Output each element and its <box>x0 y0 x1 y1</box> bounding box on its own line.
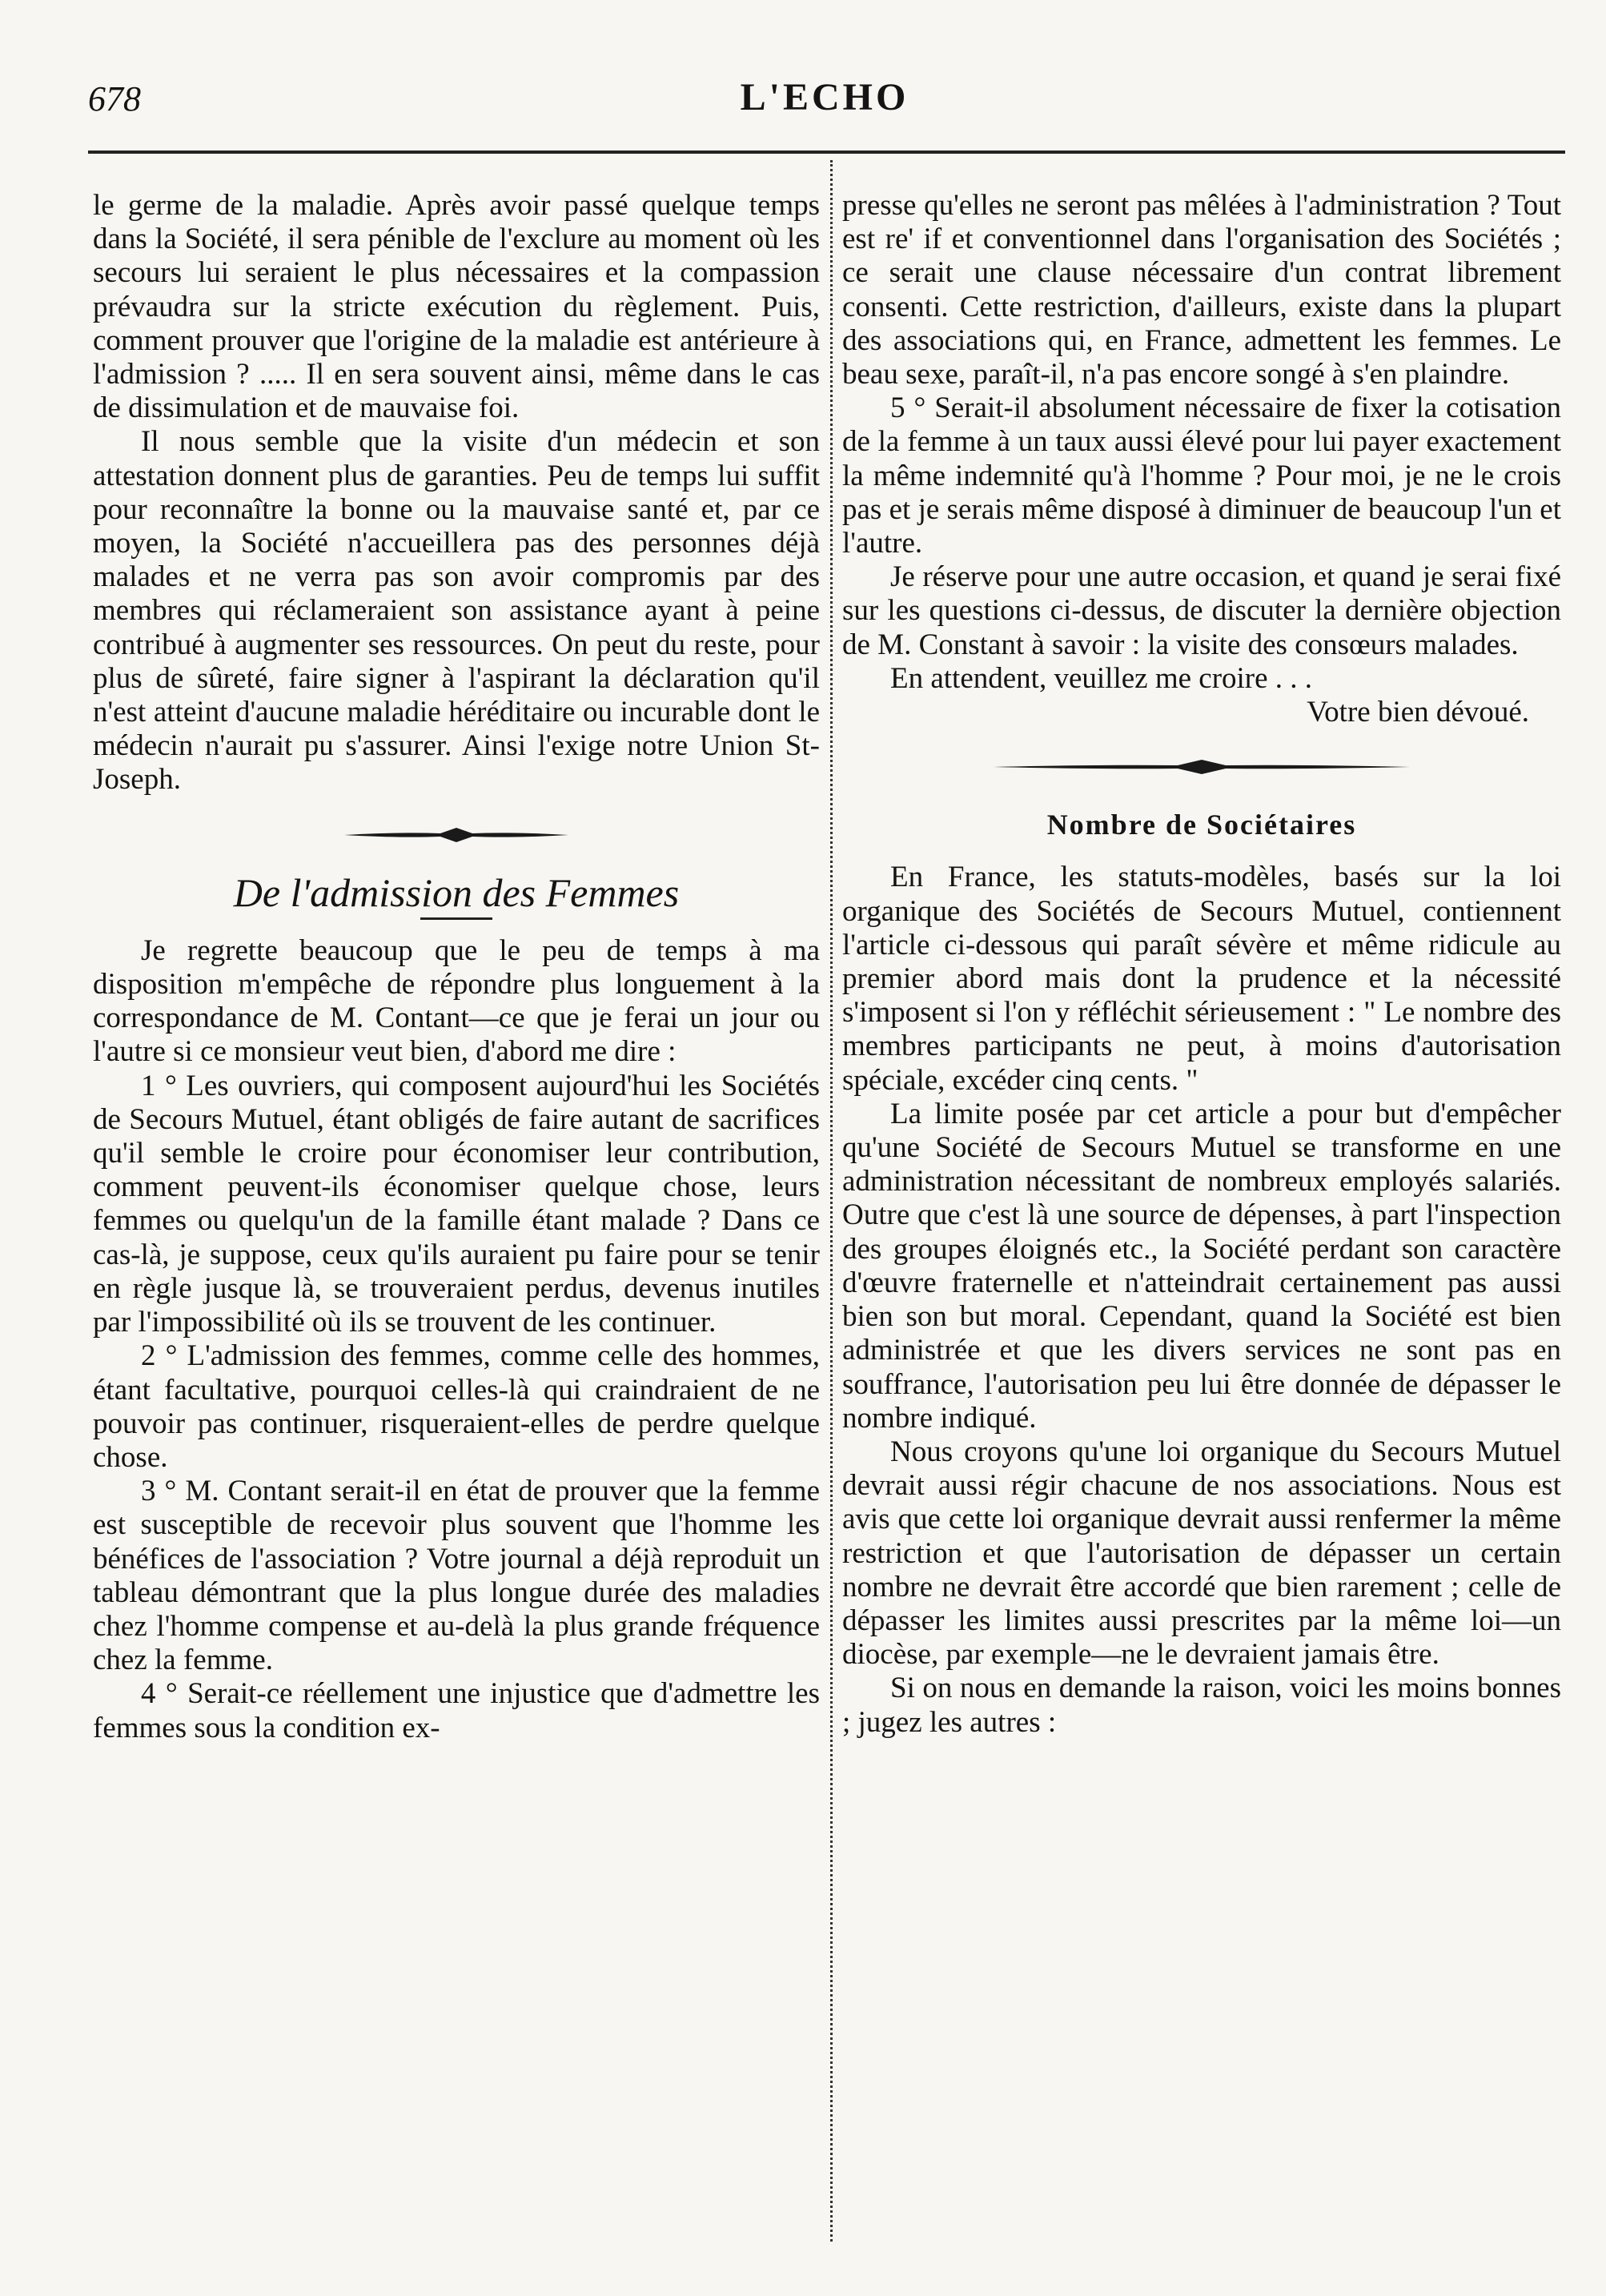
paragraph: En France, les statuts-modèles, basés sur la loi organique des Sociétés de Secours Mutuel, contiennent l'article ci-dessous qui paraît sévère et même ridicule au premier abord mais dont la prudence et la nécessité s'imposent si l'on y réfléchit sérieusement : " Le nombre des membres participants ne peut, à moins d'autorisation spéciale, excéder cinq cents. " <box>842 861 1561 1097</box>
paragraph: En attendent, veuillez me croire . . . <box>890 661 1313 695</box>
page-header <box>88 70 1561 134</box>
right-column <box>842 189 1561 1740</box>
paragraph: 3 ° M. Contant serait-il en état de prouver que la femme est susceptible de recevoir plus souvent que l'homme les bénéfices de l'association ? Votre journal a déjà reproduit un tableau démontrant que la plus longue durée des maladies chez l'homme compense et au-delà la plus grande fréquence chez la femme. <box>93 1475 820 1677</box>
paragraph: Il nous semble que la visite d'un médecin et son attestation donnent plus de garanties. Peu de temps lui suffit pour reconnaître la bonne ou la mauvaise santé et, par ce moyen, la Société n'accueillera pas des personnes déjà malades et ne verra pas son avoir compromis par des membres qui réclameraient son assistance ayant à peine contribué à augmenter ses ressources. On peut du reste, pour plus de sûreté, faire signer à l'aspirant la déclaration qu'il n'est atteint d'aucune maladie héréditaire ou incurable dont le médecin n'aurait pu s'assurer. Ainsi l'exige notre Union St-Joseph. <box>93 425 820 797</box>
paragraph: 4 ° Serait-ce réellement une injustice que d'admettre les femmes sous la condition ex- <box>93 1677 820 1744</box>
section-title: De l'admission des Femmes <box>233 869 680 915</box>
paragraph: 1 ° Les ouvriers, qui composent aujourd'hui les Sociétés de Secours Mutuel, étant obligés de faire autant de sacrifices qu'il semble le croire pour économiser leur contribution, comment peuvent-ils économiser quelque chose, leurs femmes ou quelqu'un de la famille étant malade ? Dans ce cas-là, je suppose, ceux qu'ils auraient pu faire pour se tenir en règle jusque là, se trouveraient perdus, devenus inutiles par l'impossibilité où ils se trouvent de les continuer. <box>93 1069 820 1339</box>
title-underline <box>420 917 492 920</box>
left-column <box>93 189 820 1745</box>
section-ornament <box>93 823 820 852</box>
signature: Votre bien dévoué. <box>1307 696 1529 729</box>
paragraph: 2 ° L'admission des femmes, comme celle des hommes, étant facultative, pourquoi celles-là qui craindraient de ne pouvoir pas continuer, risqueraient-elles de perdre quelque chose. <box>93 1339 820 1474</box>
paragraph: le germe de la maladie. Après avoir passé quelque temps dans la Société, il sera pénible de l'exclure au moment où les secours lui seraient le plus nécessaires et la compassion prévaudra sur la stricte exécution du règlement. Puis, comment prouver que l'origine de la maladie est antérieure à l'admission ? ..... Il en sera souvent ainsi, même dans le cas de dissimulation et de mauvaise foi. <box>93 189 820 425</box>
paragraph: Je regrette beaucoup que le peu de temps à ma disposition m'empêche de répondre plus longuement à la correspondance de M. Contant—ce que je ferai un jour ou l'autre si ce monsieur veut bien, d'abord me dire : <box>93 933 820 1069</box>
header-rule <box>88 151 1565 154</box>
paragraph: presse qu'elles ne seront pas mêlées à l'administration ? Tout est re' if et conventionnel dans l'organisation des Sociétés ; ce serait une clause nécessaire d'un contrat librement consenti. Cette restriction, d'ailleurs, existe dans la plupart des associations qui, en France, admettent les femmes. Le beau sexe, paraît-il, n'a pas encore songé à s'en plaindre. <box>842 189 1561 391</box>
paragraph: Nous croyons qu'une loi organique du Secours Mutuel devrait aussi régir chacune de nos associations. Nous est avis que cette loi organique devrait aussi renfermer la même restriction et que l'autorisation de dépasser un certain nombre ne devrait être accordé que bien rarement ; celle de dépasser les limites aussi prescrites par la même loi—un diocèse, par exemple—ne le devraient jamais être. <box>842 1435 1561 1672</box>
paragraph: 5 ° Serait-il absolument nécessaire de fixer la cotisation de la femme à un taux aussi élevé pour lui payer exactement la même indemnité qu'à l'homme ? Pour moi, je ne le crois pas et je serais même disposé à diminuer de beaucoup l'un et l'autre. <box>842 391 1561 560</box>
section-title: Nombre de Sociétaires <box>1046 809 1357 841</box>
paragraph: La limite posée par cet article a pour but d'empêcher qu'une Société de Secours Mutuel se transforme en une administration nécessitant de nombreux employés salariés. Outre que c'est là une source de dépenses, à part l'inspection des groupes éloignés etc., la Société perdant son caractère d'œuvre fraternelle et n'atteindrait certainement pas aussi bien son but moral. Cependant, quand la Société est bien administrée et que les divers services ne sont pas en souffrance, l'autorisation peu lui être donnée de dépasser le nombre indiqué. <box>842 1097 1561 1435</box>
column-divider <box>830 160 833 2242</box>
page-number: 678 <box>88 79 141 118</box>
paragraph: Je réserve pour une autre occasion, et quand je serai fixé sur les questions ci-dessus, de discuter la dernière objection de M. Constant à savoir : la visite des consœurs malades. <box>842 560 1561 661</box>
running-title: L'ECHO <box>740 76 909 118</box>
paragraph: Si on nous en demande la raison, voici les moins bonnes ; jugez les autres : <box>842 1672 1561 1739</box>
section-ornament <box>842 755 1561 784</box>
